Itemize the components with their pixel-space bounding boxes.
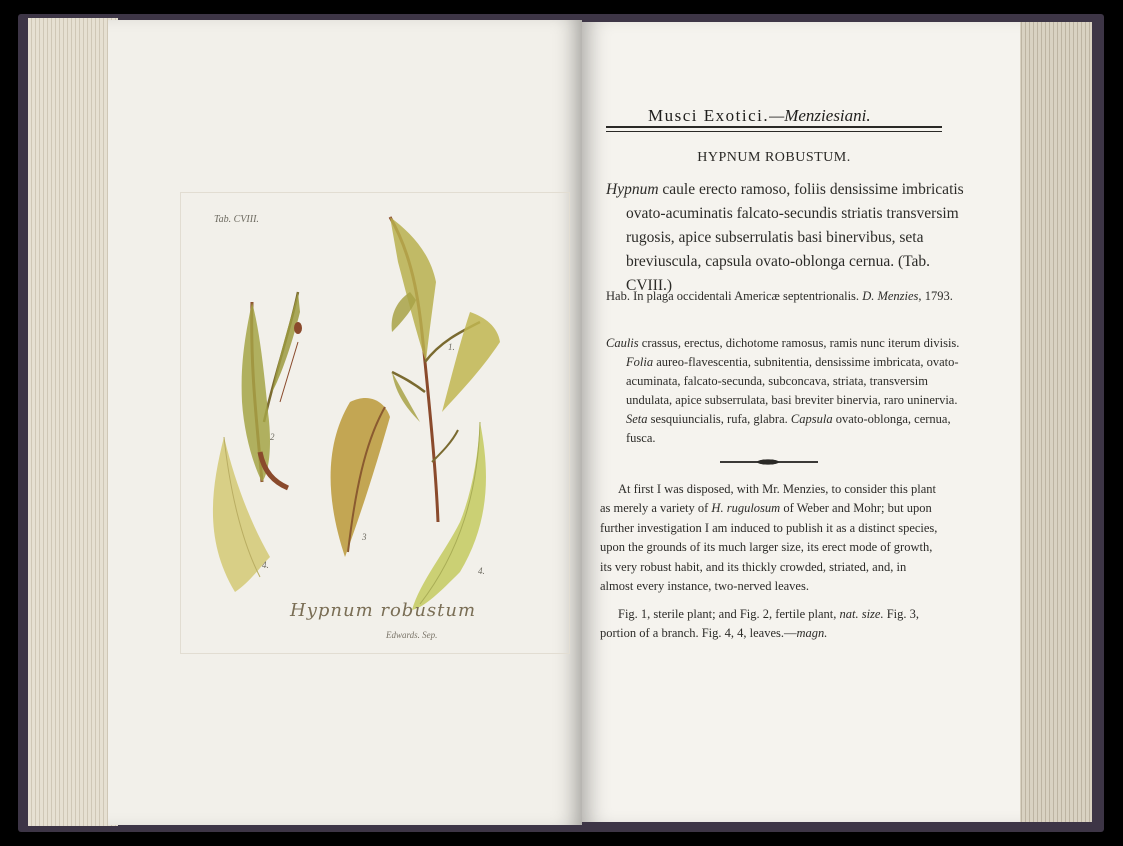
fig-number-1: 1. — [448, 342, 455, 352]
running-title: Musci Exotici. — [648, 106, 770, 125]
figure-explanation — [600, 605, 940, 644]
figures-magn: magn. — [796, 626, 828, 641]
right-page-edges — [1010, 22, 1092, 822]
folia-text: aureo-flavescentia, subnitentia, densissime imbricata, ovato-acuminata, falcato-secunda, subconcava, striata, transversim undulata, apice subserrulata, basi breviter binervia, raro uninervia. — [626, 355, 959, 407]
running-head — [648, 106, 871, 126]
caulis-label: Caulis — [606, 336, 639, 350]
seta-text: sesquiuncialis, rufa, glabra. — [650, 412, 788, 426]
header-rule-thin — [606, 131, 942, 132]
caulis-text: crassus, erectus, dichotome ramosus, ramis nunc iterum divisis. — [641, 336, 960, 350]
plate-caption: Hypnum robustum — [290, 600, 477, 621]
remarks-part2: of Weber and Mohr; but upon further investigation I am induced to publish it as a distinct species, upon the grounds of its much larger size, its erect mode of growth, its very robust habit, and its thickly crowded, striated, and, in almost every instance, two-nerved leaves. — [600, 501, 938, 594]
running-subtitle: —Menziesiani. — [769, 106, 871, 125]
diagnosis-text: caule erecto ramoso, foliis densissime imbricatis ovato-acuminatis falcato-secundis striatis transversim rugosis, apice subserrulatis basi binervibus, seta breviuscula, capsula ovato-oblonga cernua. (Tab. CVIII.) — [626, 181, 964, 294]
folia-label: Folia — [626, 355, 654, 369]
moss-illustration — [180, 192, 568, 652]
capsula-label: Capsula — [790, 412, 833, 426]
capsula-text: ovato-oblonga, cernua, fusca. — [626, 412, 951, 445]
habitat-label: Hab. — [606, 289, 630, 303]
plate-label: Tab. CVIII. — [214, 214, 259, 225]
remarks-species-ref: H. rugulosum — [711, 501, 781, 516]
figures-part2: Fig. 3, portion of a branch. Fig. 4, 4, leaves.— — [600, 607, 920, 641]
left-page-edges — [28, 18, 118, 826]
header-rule — [606, 126, 942, 128]
remarks-part1: At first I was disposed, with Mr. Menzies, to consider this plant as merely a variety of — [600, 482, 937, 516]
species-title: HYPNUM ROBUSTUM. — [697, 150, 851, 165]
remarks-paragraph — [600, 480, 940, 596]
fig-number-4-left: 4. — [262, 560, 269, 570]
fig-4-leaf-right — [412, 422, 486, 610]
fig-number-4-right: 4. — [478, 566, 485, 576]
habitat-text: In plaga occidentali Americæ septentrionalis. — [633, 289, 860, 303]
engraver-credit: Edwards. Sep. — [386, 630, 438, 640]
fig-number-3: 3 — [362, 532, 367, 542]
fig-2-fertile-plant — [242, 292, 302, 488]
habitat-collector: D. Menzies, — [862, 289, 922, 303]
habitat-year: 1793. — [924, 289, 953, 303]
section-divider-ornament — [752, 458, 784, 466]
diagnosis-genus: Hypnum — [606, 181, 659, 198]
seta-label: Seta — [626, 412, 648, 426]
figures-part1: Fig. 1, sterile plant; and Fig. 2, fertile plant, — [618, 607, 837, 621]
description — [606, 334, 966, 448]
fig-number-2: 2 — [270, 432, 275, 442]
fig-3-branch — [331, 398, 390, 557]
figures-nat-size: nat. size. — [839, 607, 884, 621]
diagnosis — [606, 178, 966, 298]
habitat — [606, 286, 966, 306]
